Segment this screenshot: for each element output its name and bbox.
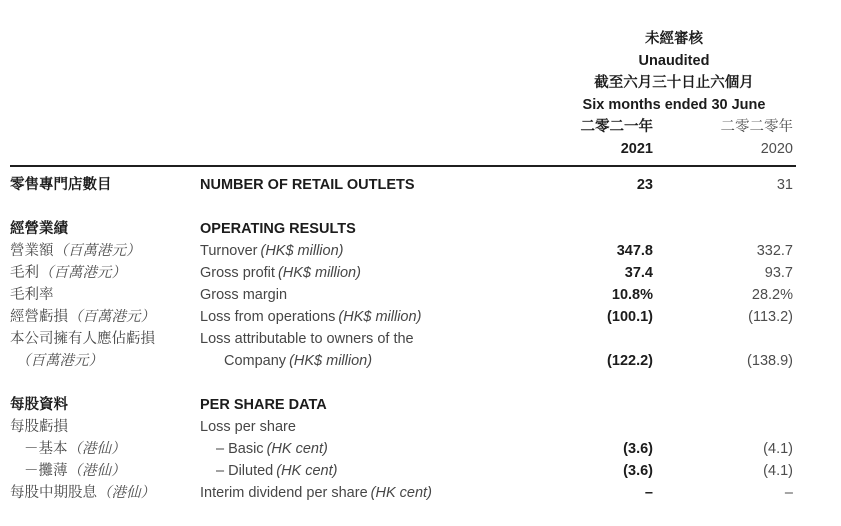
label-zh: 每股中期股息（港仙） [10,485,155,501]
value-2021: (100.1) [607,309,653,325]
table-row-loss-from-operations [10,306,796,328]
label-en: Gross margin [200,287,288,303]
label-zh: （百萬港元） [16,353,103,369]
table-row-gross-margin [10,284,796,306]
label-en: NUMBER OF RETAIL OUTLETS [200,177,415,193]
value-2021: 347.8 [616,243,653,259]
table-row-turnover [10,240,796,262]
value-2020: 31 [776,177,793,193]
table-row-loss-per-share [10,416,796,438]
table-row-loss-attributable-cont [10,350,796,372]
label-en: Loss per share [200,419,296,435]
year-2021-zh: 二零二一年 [580,119,653,135]
label-zh: －攤薄（港仙） [24,463,126,479]
value-2021: (3.6) [623,463,653,479]
table-row-gross-profit [10,262,796,284]
label-en: Company (HK$ million) [224,353,373,369]
header-period-en: Six months ended 30 June [582,97,766,113]
value-2020: 332.7 [756,243,793,259]
results-table [10,174,841,504]
header-separator-line [10,165,796,167]
value-2021: 10.8% [611,287,653,303]
label-en: Gross profit (HK$ million) [200,265,361,281]
year-2020-zh: 二零二零年 [720,119,793,135]
label-zh: 毛利率 [10,287,54,303]
value-2021: (122.2) [607,353,653,369]
label-zh: 本公司擁有人應佔虧損 [10,331,155,347]
column-header-unaudited-en [10,50,796,72]
value-2020: (4.1) [763,463,793,479]
year-2020-label: 2020 [760,141,793,157]
label-en: OPERATING RESULTS [200,221,356,237]
value-2021: – [644,485,653,501]
label-en: Interim dividend per share (HK cent) [200,485,432,501]
label-en: – Basic (HK cent) [216,441,328,457]
label-en: PER SHARE DATA [200,397,327,413]
label-zh: 每股資料 [10,397,68,413]
year-header-row-en [10,138,796,160]
header-unaudited-en: Unaudited [638,53,710,69]
table-row-retail-outlets [10,174,796,196]
table-row-interim-dividend [10,482,796,504]
value-2021: 37.4 [624,265,653,281]
table-row-basic [10,438,796,460]
value-2020: 93.7 [764,265,793,281]
year-header-row-zh [10,116,796,138]
column-header-period-en [10,94,796,116]
value-2020: (4.1) [763,441,793,457]
column-header-period-zh [10,72,796,94]
column-header-unaudited-zh [10,28,796,50]
label-zh: 經營虧損（百萬港元） [10,309,155,325]
label-en: Loss attributable to owners of the [200,331,414,347]
value-2021: 23 [636,177,653,193]
value-2020: 28.2% [751,287,793,303]
year-2021-label: 2021 [620,141,653,157]
label-en: Turnover (HK$ million) [200,243,344,259]
table-row-per-share-data [10,394,796,416]
header-unaudited-zh: 未經審核 [645,31,703,47]
label-en: Loss from operations (HK$ million) [200,309,422,325]
table-row-loss-attributable [10,328,796,350]
label-zh: 每股虧損 [10,419,68,435]
value-2020: – [784,485,793,501]
value-2020: (113.2) [748,309,793,325]
value-2020: (138.9) [747,353,793,369]
header-period-zh: 截至六月三十日止六個月 [594,75,754,91]
label-zh: 零售專門店數目 [10,177,112,193]
label-zh: 經營業績 [10,221,68,237]
label-en: – Diluted (HK cent) [216,463,338,479]
label-zh: 毛利（百萬港元） [10,265,126,281]
value-2021: (3.6) [623,441,653,457]
label-zh: 營業額（百萬港元） [10,243,141,259]
label-zh: －基本（港仙） [24,441,126,457]
table-row-diluted [10,460,796,482]
table-row-operating-results [10,218,796,240]
